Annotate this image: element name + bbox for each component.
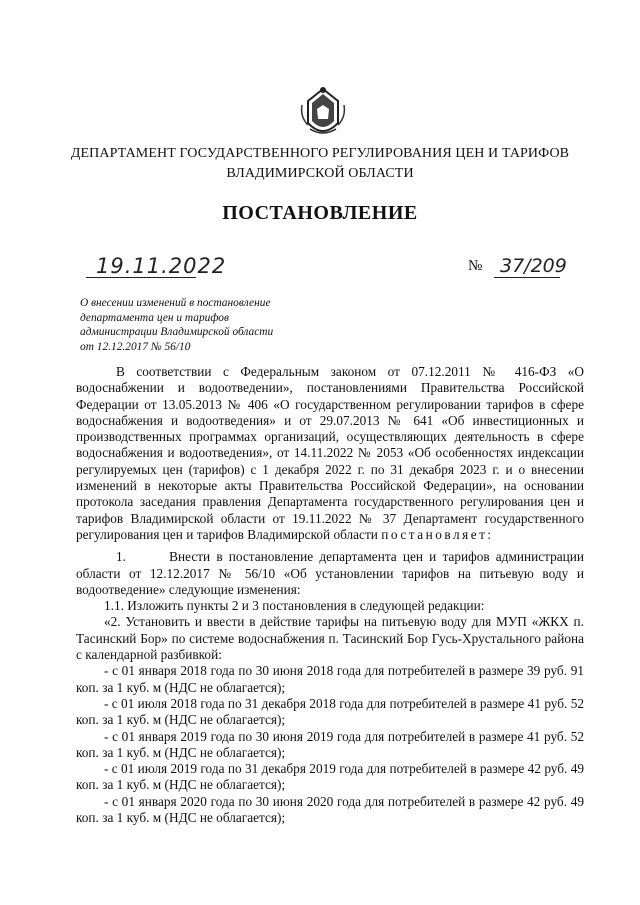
department-name: ДЕПАРТАМЕНТ ГОСУДАРСТВЕННОГО РЕГУЛИРОВАНИЯ ЦЕН И ТАРИФОВ bbox=[70, 146, 570, 161]
coat-of-arms-emblem bbox=[298, 83, 348, 141]
document-title: ПОСТАНОВЛЕНИЕ bbox=[222, 202, 418, 224]
date-underline bbox=[86, 277, 196, 278]
document-number: 37/209 bbox=[500, 255, 567, 277]
subject-line: департамента цен и тарифов bbox=[80, 311, 229, 324]
preamble-paragraph bbox=[76, 364, 584, 543]
subject-line: О внесении изменений в постановление bbox=[80, 297, 271, 309]
resolves-word: постановляет: bbox=[381, 526, 494, 542]
tariff-item: - с 01 июля 2019 года по 31 декабря 2019 года для потребителей в размере 42 руб. 49 коп. за 1 куб. м (НДС не облагается); bbox=[76, 761, 584, 793]
preamble-text: В соответствии с Федеральным законом от 07.12.2011 № 416-ФЗ «О водоснабжении и водоотведении», постановлениями Правительства Российской Федерации от 13.05.2013 № 406 «О государственном регулировании тарифов в сфере водоснабжения и водоотведения» и от 29.07.2013 № 641 «Об инвестиционных и производственных программах организаций, осуществляющих деятельность в сфере водоснабжения и водоотведения», от 14.11.2022 № 2053 «Об особенностях индексации регулируемых цен (тарифов) с 1 декабря 2022 г. по 31 декабря 2023 г. и о внесении изменений в некоторые акты Правительства Российской Федерации», на основании протокола заседания правления Департамента государственного регулирования цен и тарифов Владимирской области от 19.11.2022 № 37 Департамент государственного регулирования цен и тарифов Владимирской области bbox=[76, 364, 584, 542]
number-underline bbox=[494, 277, 560, 278]
tariff-item: - с 01 января 2020 года по 30 июня 2020 года для потребителей в размере 42 руб. 49 коп. за 1 куб. м (НДС не облагается); bbox=[76, 793, 584, 826]
item-1: 1. Внести в постановление департамента цен и тарифов администрации области от 12.12.2017 № 56/10 «Об установлении тарифов на питьевую воду и водоотведение» следующие изменения: bbox=[76, 549, 584, 597]
subject-line: администрации Владимирской области bbox=[80, 326, 274, 338]
subject-line: от 12.12.2017 № 56/10 bbox=[80, 340, 191, 353]
item-1-1: 1.1. Изложить пункты 2 и 3 постановления в следующей редакции: bbox=[104, 598, 485, 614]
tariff-item: - с 01 января 2019 года по 30 июня 2019 года для потребителей в размере 41 руб. 52 коп. за 1 куб. м (НДС не облагается); bbox=[76, 728, 584, 760]
document-body bbox=[76, 364, 584, 826]
document-subject bbox=[80, 296, 340, 354]
document-date: 19.11.2022 bbox=[96, 254, 227, 278]
department-region: ВЛАДИМИРСКОЙ ОБЛАСТИ bbox=[226, 166, 414, 181]
number-sign: № bbox=[468, 258, 483, 274]
tariff-item: - с 01 января 2018 года по 30 июня 2018 года для потребителей в размере 39 руб. 91 коп. за 1 куб. м (НДС не облагается); bbox=[76, 663, 584, 695]
tariff-item: - с 01 июля 2018 года по 31 декабря 2018 года для потребителей в размере 41 руб. 52 коп. за 1 куб. м (НДС не облагается); bbox=[76, 695, 584, 728]
item-2: «2. Установить и ввести в действие тарифы на питьевую воду для МУП «ЖКХ п. Тасинский Бор» по системе водоснабжения п. Тасинский Бор Гусь-Хрустального района с календарной разбивкой: bbox=[76, 614, 584, 663]
